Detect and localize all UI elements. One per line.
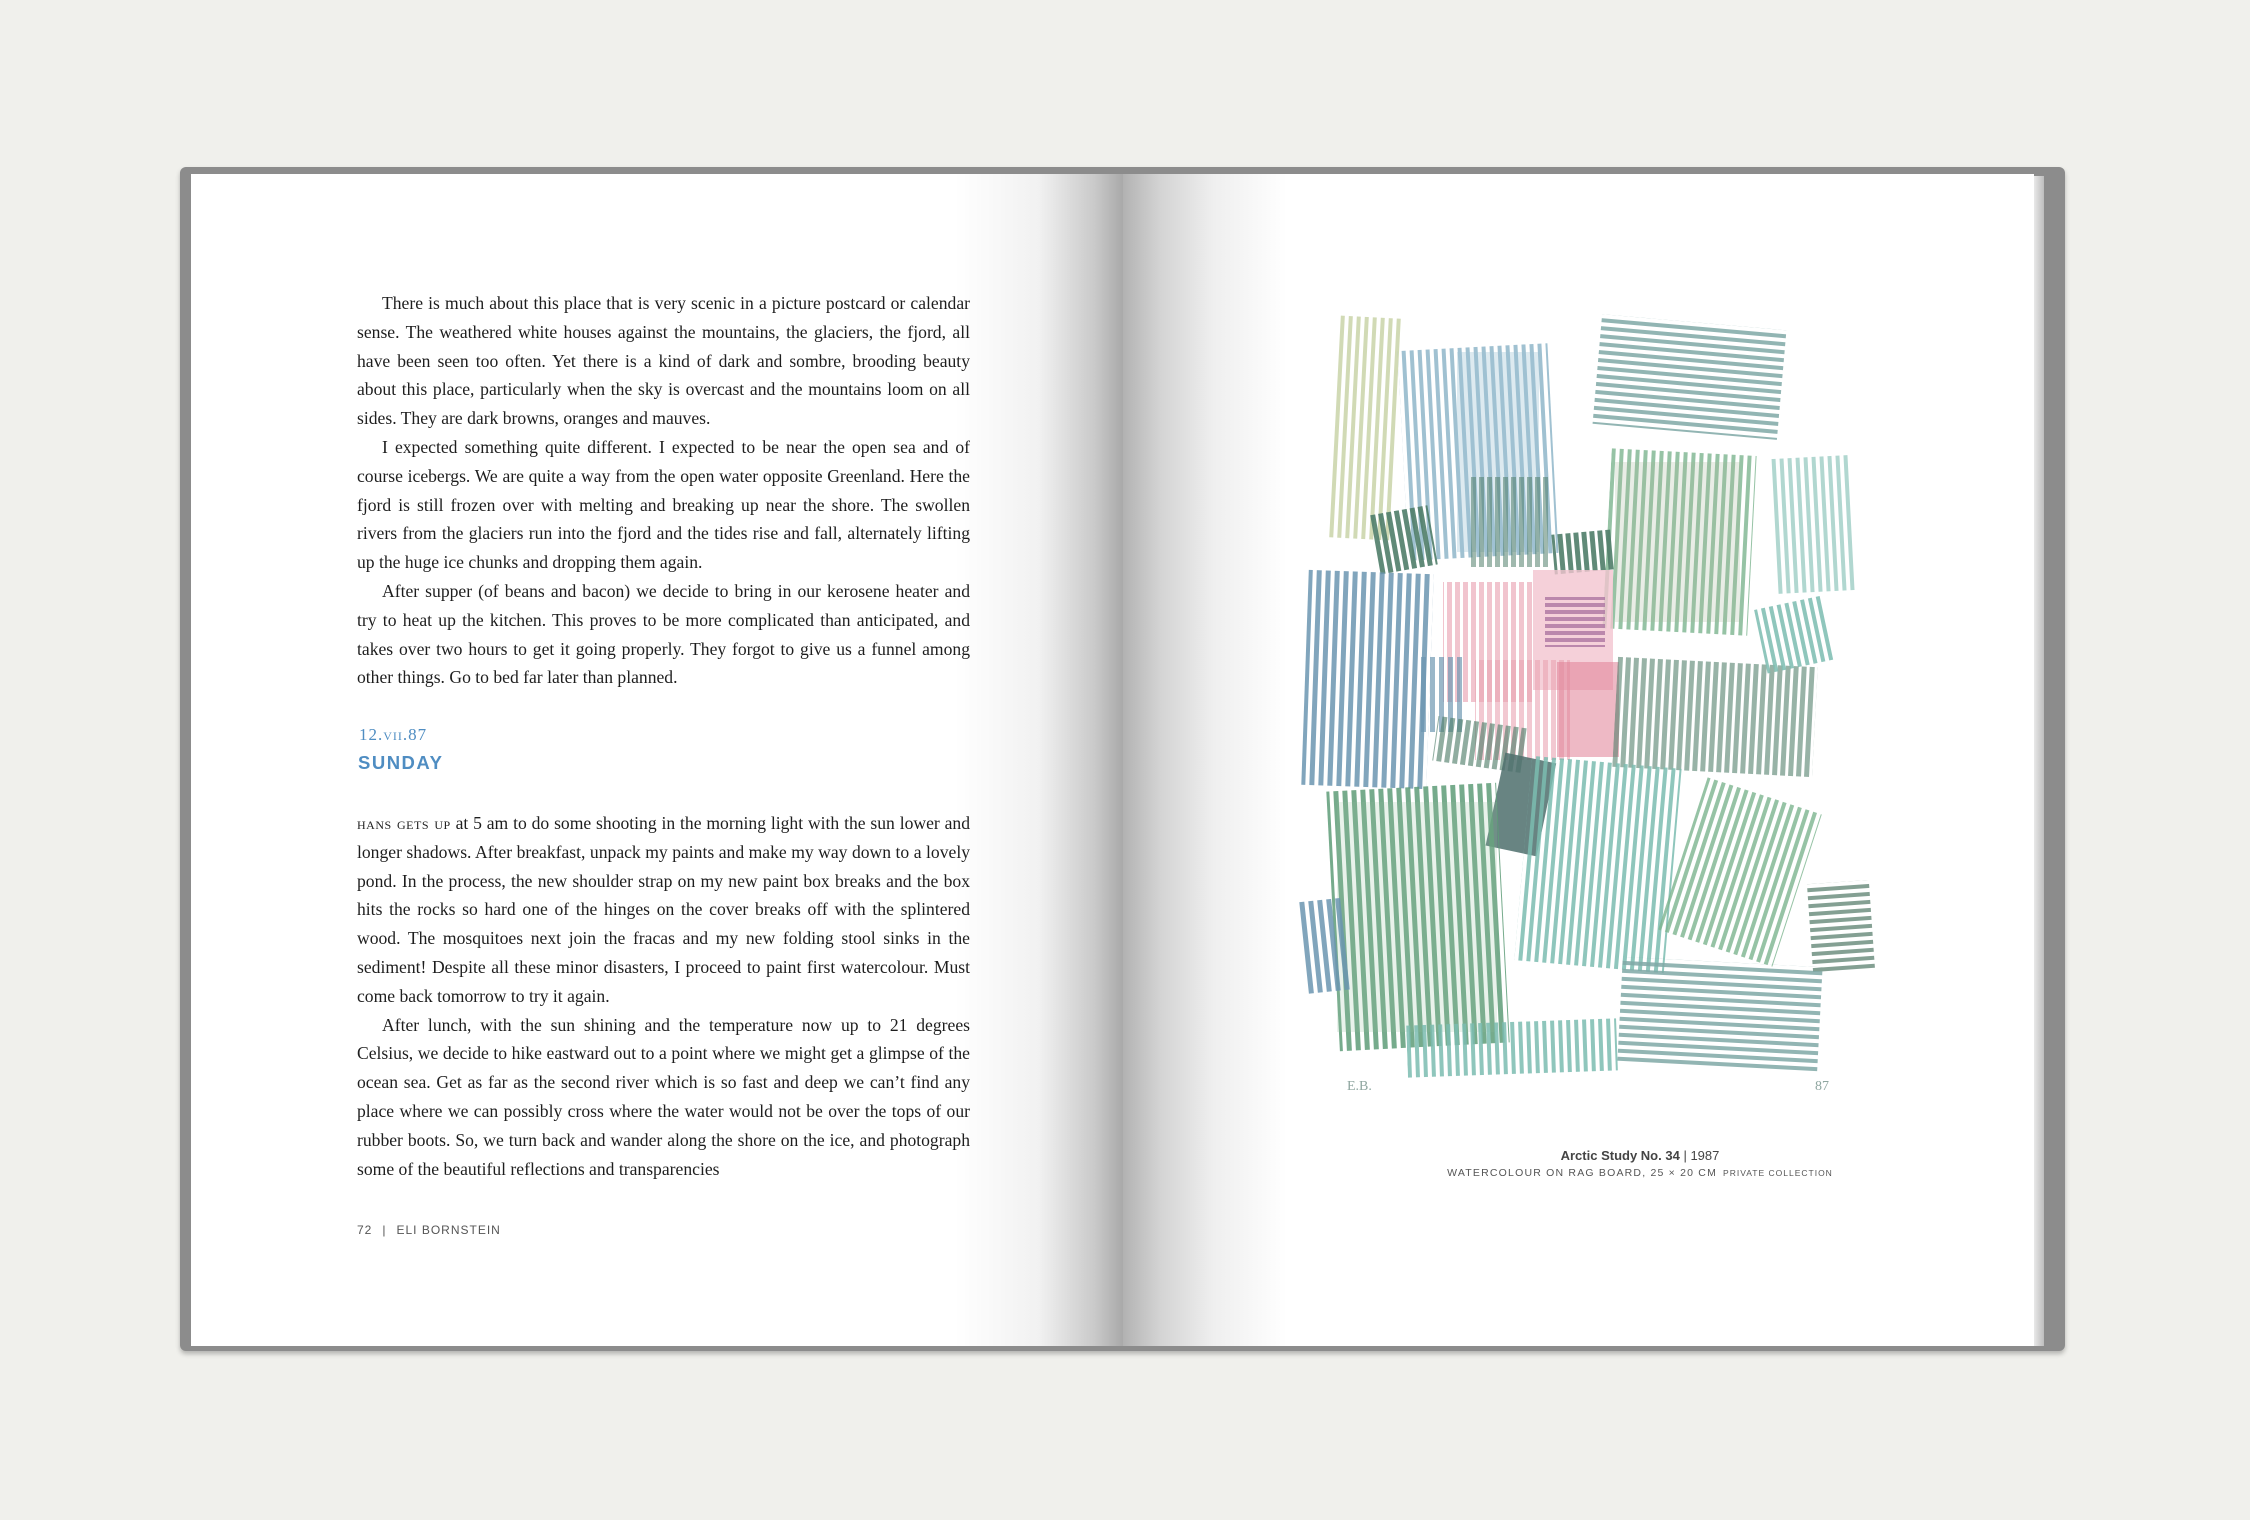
caption-title — [1340, 1148, 1940, 1163]
page-number: 72 — [357, 1223, 373, 1237]
paragraph-rest: at 5 am to do some shooting in the morning light with the sun lower and longer shadows. After breakfast, unpack my paints and make my way down to a lovely pond. In the process, the new shoulder strap on my new paint box breaks and the box hits the rocks so hard one of the hinges on the cover breaks off with the splintered wood. The mosquitoes next join the fracas and my new folding stool sinks in the sediment! Despite all these minor disasters, I proceed to paint first watercolour. Must come back tomorrow to try it again. — [357, 813, 971, 1006]
paragraph: After supper (of beans and bacon) we decide to bring in our kerosene heater and try to heat up the kitchen. This proves to be more complicated than anticipated, and takes over two hours to get it going properly. They forgot to give us a funnel among other things. Go to bed far later than planned. — [357, 580, 970, 688]
watercolour-painting — [1295, 302, 1875, 1102]
entry-day: SUNDAY — [358, 752, 444, 773]
journal-text-top — [357, 289, 970, 692]
artwork-medium: WATERCOLOUR ON RAG BOARD, 25 × 20 CM — [1447, 1167, 1718, 1179]
paragraph: I expected something quite different. I expected to be near the open sea and of course icebergs. We are quite a way from the open water opposite Greenland. Here the fjord is still frozen over with melting and breaking up near the shore. The swollen rivers from the glaciers run into the fjord and the tides rise and fall, alternately lifting up the huge ice chunks and dropping them again. — [357, 436, 970, 573]
paragraph: There is much about this place that is very scenic in a picture postcard or calendar sense. The weathered white houses against the mountains, the glaciers, the fjord, all have been seen too often. Yet there is a kind of dark and sombre, brooding beauty about this place, particularly when the sky is overcast and the mountains loom on all sides. They are dark browns, oranges and mauves. — [357, 293, 970, 429]
run-in-lead: hans gets up — [357, 813, 451, 833]
artwork-year: 1987 — [1690, 1148, 1720, 1163]
signature-initials: E.B. — [1347, 1079, 1372, 1094]
caption-details — [1340, 1167, 1940, 1179]
artwork-collection: PRIVATE COLLECTION — [1723, 1168, 1833, 1178]
caption-separator: | — [1683, 1148, 1687, 1163]
page-edge — [2034, 176, 2044, 1346]
signature-year: 87 — [1815, 1079, 1829, 1094]
footer-separator: | — [382, 1223, 387, 1237]
paragraph — [357, 809, 970, 1011]
paragraph: After lunch, with the sun shining and the temperature now up to 21 degrees Celsius, we decide to hike eastward out to a point where we might get a glimpse of the ocean sea. Get as far as the second river which is so fast and deep we can’t find any place where we can possibly cross where the water would not be over the tops of our rubber boots. So, we turn back and wander along the shore on the ice, and photograph some of the beautiful reflections and transparencies — [357, 1014, 970, 1179]
author-name: ELI BORNSTEIN — [396, 1223, 501, 1237]
entry-date: 12.vii.87 — [359, 725, 428, 744]
artwork-title: Arctic Study No. 34 — [1560, 1148, 1680, 1163]
page-footer — [357, 1223, 501, 1237]
journal-text-entry — [357, 809, 970, 1183]
